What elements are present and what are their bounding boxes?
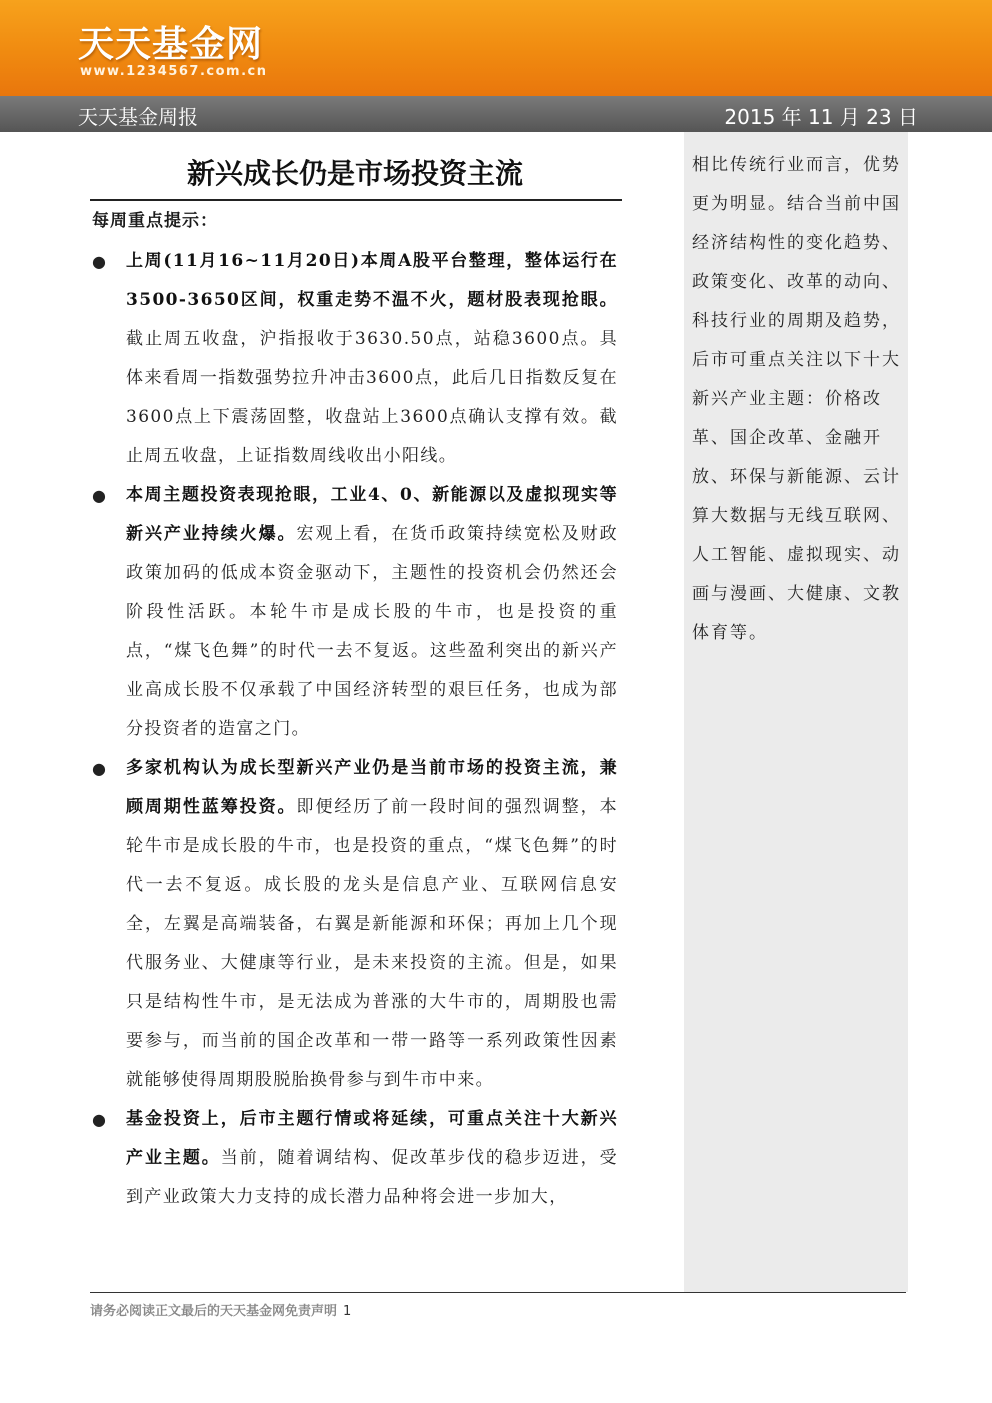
bullet-icon: ●	[92, 486, 108, 505]
site-logo[interactable]: 天天基金网	[78, 24, 264, 65]
site-header	[0, 0, 992, 96]
publication-date: 2015 年 11 月 23 日	[724, 105, 918, 129]
key-point-2-headline: 本周主题投资表现抢眼，工业4、0、新能源以及虚拟现实等新兴产业持续火爆。	[126, 485, 618, 544]
title-divider	[90, 199, 622, 201]
bullet-icon: ●	[92, 759, 108, 778]
key-point-1	[92, 242, 618, 476]
key-point-1-body: 截止周五收盘，沪指报收于3630.50点，站稳3600点。具体来看周一指数强势拉升冲击3600点，此后几日指数反复在3600点上下震荡固整，收盘站上3600点确认支撑有效。截止周五收盘，上证指数周线收出小阳线。	[126, 329, 618, 466]
page-number: 1	[343, 1304, 352, 1319]
publication-bar	[0, 96, 992, 132]
key-points-list	[92, 242, 618, 1217]
key-point-4-body: 当前，随着调结构、促改革步伐的稳步迈进，受到产业政策大力支持的成长潜力品种将会进一步加大，	[126, 1148, 618, 1207]
footer-divider	[90, 1292, 906, 1293]
footer	[90, 1300, 351, 1319]
publication-name: 天天基金周报	[78, 105, 198, 129]
key-point-3	[92, 749, 618, 1100]
site-url[interactable]: www.1234567.com.cn	[80, 64, 268, 79]
sidebar-panel	[684, 132, 908, 1292]
sidebar-text: 相比传统行业而言，优势更为明显。结合当前中国经济结构性的变化趋势、政策变化、改革的动向、科技行业的周期及趋势，后市可重点关注以下十大新兴产业主题：价格改革、国企改革、金融开放、环保与新能源、云计算大数据与无线互联网、人工智能、虚拟现实、动画与漫画、大健康、文教体育等。	[692, 155, 901, 643]
section-heading: 每周重点提示：	[92, 211, 218, 231]
key-point-4-headline: 基金投资上，后市主题行情或将延续，可重点关注十大新兴产业主题。	[126, 1109, 618, 1168]
key-point-2	[92, 476, 618, 749]
key-point-1-headline: 上周(11月16~11月20日)本周A股平台整理，整体运行在3500-3650区间，权重走势不温不火，题材股表现抢眼。	[126, 251, 618, 310]
bullet-icon: ●	[92, 252, 108, 271]
footer-disclaimer[interactable]: 请务必阅读正文最后的天天基金网免责声明	[90, 1304, 338, 1319]
bullet-icon: ●	[92, 1110, 108, 1129]
article-title: 新兴成长仍是市场投资主流	[186, 157, 523, 190]
key-point-3-headline: 多家机构认为成长型新兴产业仍是当前市场的投资主流，兼顾周期性蓝筹投资。	[126, 758, 618, 817]
key-point-3-body: 即便经历了前一段时间的强烈调整，本轮牛市是成长股的牛市，也是投资的重点，“煤飞色舞”的时代一去不复返。成长股的龙头是信息产业、互联网信息安全，左翼是高端装备，右翼是新能源和环保；再加上几个现代服务业、大健康等行业，是未来投资的主流。但是，如果只是结构性牛市，是无法成为普涨的大牛市的，周期股也需要参与，而当前的国企改革和一带一路等一系列政策性因素就能够使得周期股脱胎换骨参与到牛市中来。	[126, 797, 618, 1090]
key-point-4	[92, 1100, 618, 1217]
key-point-2-body: 宏观上看，在货币政策持续宽松及财政政策加码的低成本资金驱动下，主题性的投资机会仍然还会阶段性活跃。本轮牛市是成长股的牛市，也是投资的重点，“煤飞色舞”的时代一去不复返。这些盈利突出的新兴产业高成长股不仅承载了中国经济转型的艰巨任务，也成为部分投资者的造富之门。	[126, 524, 618, 739]
